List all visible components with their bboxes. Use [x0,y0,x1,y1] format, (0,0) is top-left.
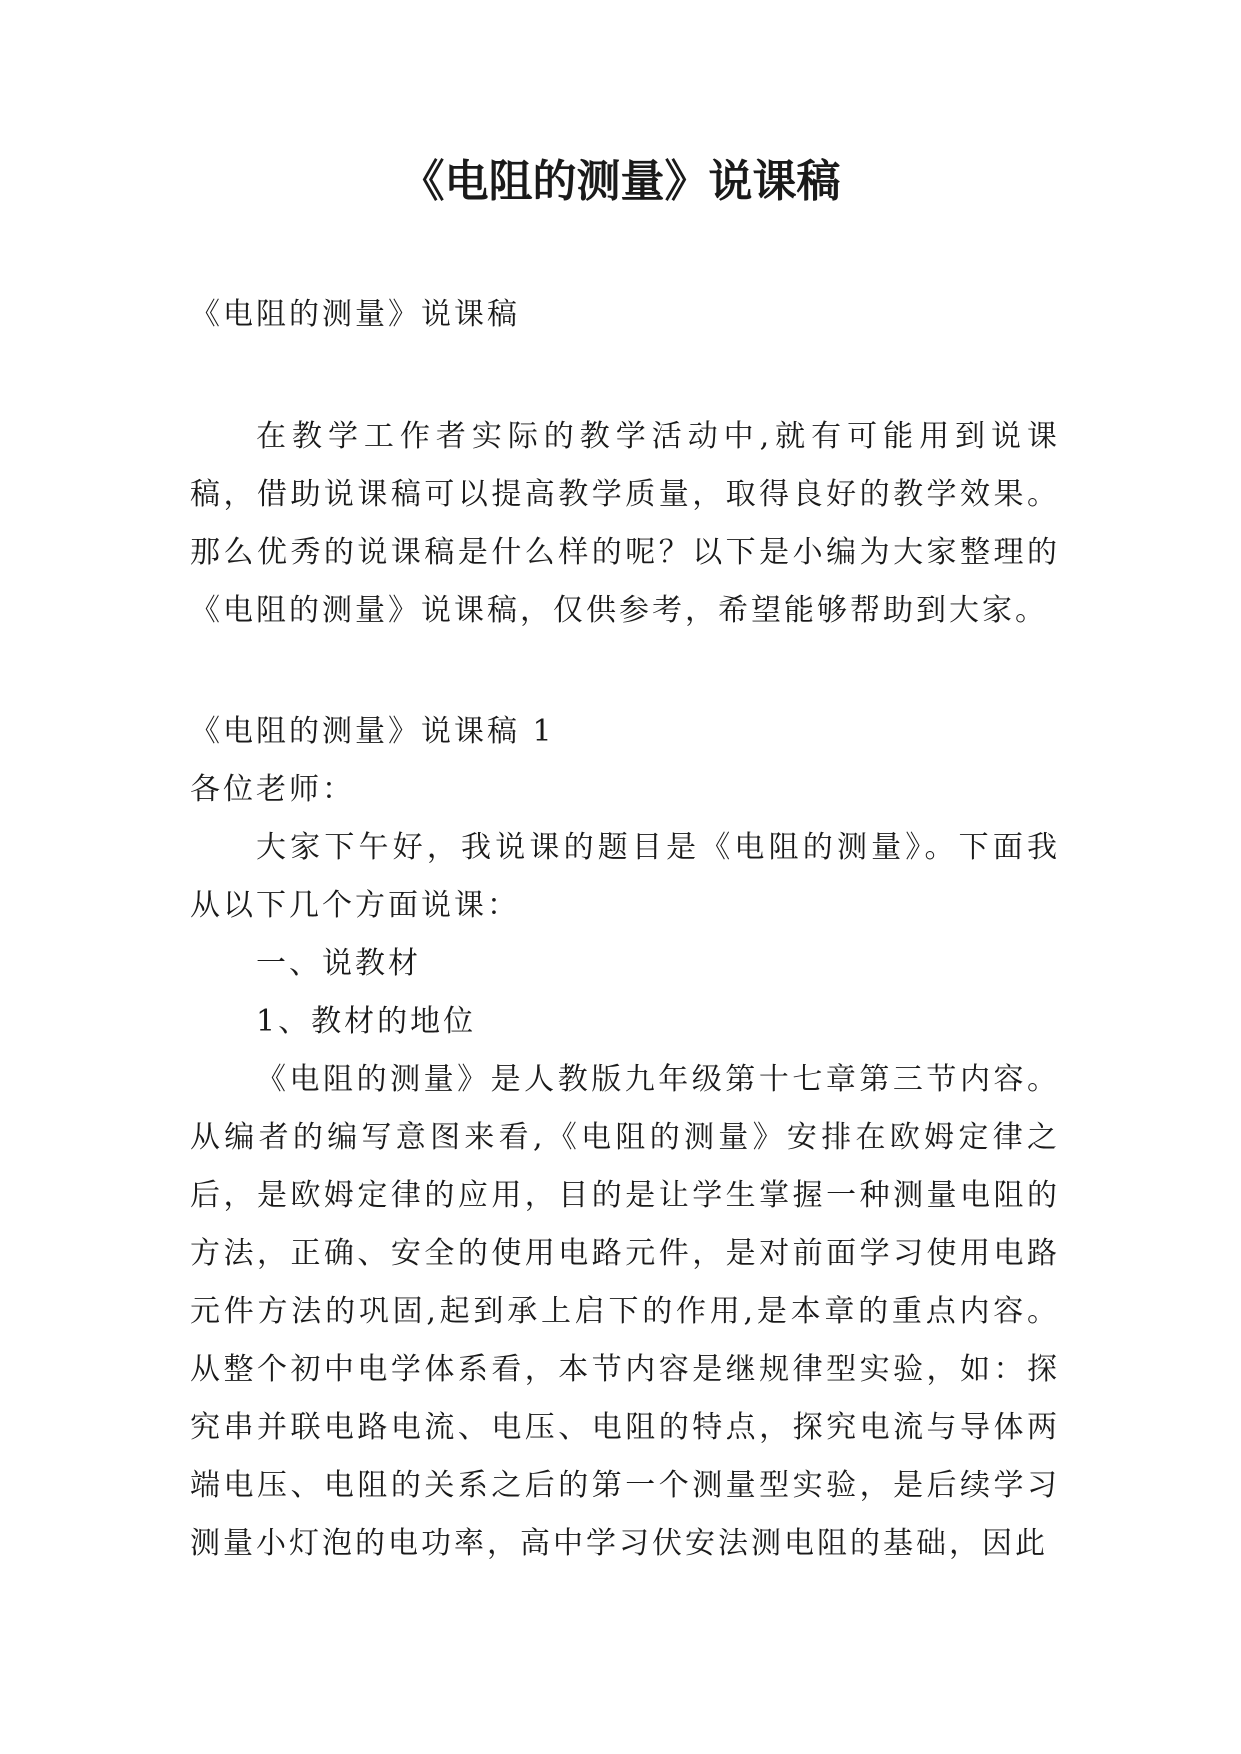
opening-paragraph: 大家下午好，我说课的题目是《电阻的测量》。下面我从以下几个方面说课： [190,830,1060,923]
intro-paragraph: 在教学工作者实际的教学活动中,就有可能用到说课稿，借助说课稿可以提高教学质量，取得良好的教学效果。那么优秀的说课稿是什么样的呢？以下是小编为大家整理的《电阻的测量》说课稿，仅供参考，希望能够帮助到大家。 [190,419,1060,628]
body-paragraph: 《电阻的测量》是人教版九年级第十七章第三节内容。从编者的编写意图来看,《电阻的测量》安排在欧姆定律之后，是欧姆定律的应用，目的是让学生掌握一种测量电阻的方法，正确、安全的使用电路元件，是对前面学习使用电路元件方法的巩固,起到承上启下的作用,是本章的重点内容。从整个初中电学体系看，本节内容是继规律型实验，如：探究串并联电路电流、电压、电阻的特点，探究电流与导体两端电压、电阻的关系之后的第一个测量型实验，是后续学习测量小灯泡的电功率，高中学习伏安法测电阻的基础，因此 [190,1062,1060,1561]
document-body [190,286,1060,1573]
document-subtitle: 《电阻的测量》说课稿 [190,297,520,332]
greeting: 各位老师： [190,772,355,807]
heading-material-status: 1、教材的地位 [256,1004,477,1039]
heading-teaching-material: 一、说教材 [256,946,421,981]
document-title: 《电阻的测量》说课稿 [400,156,841,207]
section-title: 《电阻的测量》说课稿 1 [190,714,555,749]
